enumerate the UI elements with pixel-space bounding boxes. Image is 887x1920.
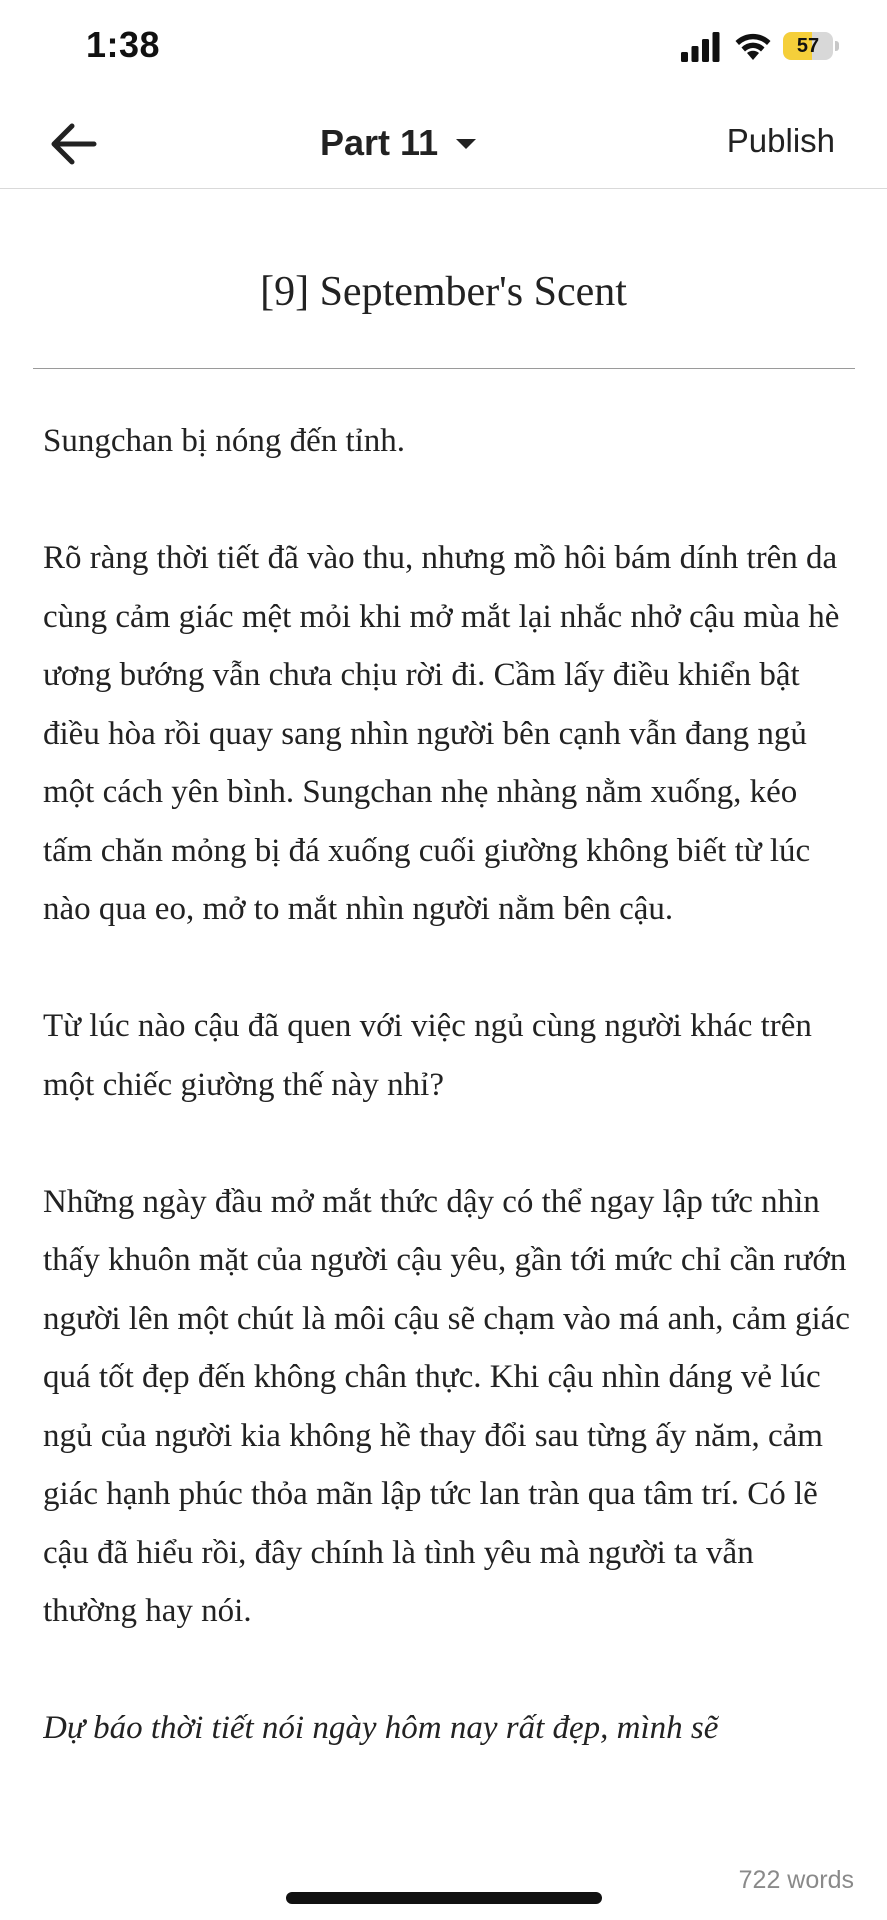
battery-indicator [783, 32, 839, 60]
back-arrow-icon[interactable] [46, 116, 106, 172]
word-count: 722 words [738, 1866, 854, 1894]
part-selector-dropdown[interactable] [320, 118, 476, 168]
editor-nav-bar [0, 100, 887, 189]
story-paragraph[interactable]: Những ngày đầu mở mắt thức dậy có thể ngay lập tức nhìn thấy khuôn mặt của người cậu yêu, gần tới mức chỉ cần rướn người lên một chút là môi cậu sẽ chạm vào má anh, cảm giác quá tốt đẹp đến không chân thực. Khi cậu nhìn dáng vẻ lúc ngủ của người kia không hề thay đổi sau từng ấy năm, cảm giác hạnh phúc thỏa mãn lập tức lan tràn qua tâm trí. Có lẽ cậu đã hiểu rồi, đây chính là tình yêu mà người ta vẫn thường hay nói. [43, 1183, 850, 1629]
chapter-title[interactable]: [9] September's Scent [260, 269, 627, 315]
story-paragraph[interactable]: Dự báo thời tiết nói ngày hôm nay rất đẹp, mình sẽ [43, 1710, 719, 1746]
status-bar [0, 0, 887, 100]
chevron-down-icon [456, 139, 476, 149]
publish-button[interactable]: Publish [726, 122, 835, 159]
story-paragraph[interactable]: Sungchan bị nóng đến tỉnh. [43, 423, 406, 459]
story-paragraph[interactable]: Từ lúc nào cậu đã quen với việc ngủ cùng người khác trên một chiếc giường thế này nhỉ? [43, 1008, 812, 1103]
status-time: 1:38 [86, 24, 161, 65]
story-text-editor[interactable] [43, 412, 853, 1846]
story-paragraph[interactable]: Rõ ràng thời tiết đã vào thu, nhưng mồ hôi bám dính trên da cùng cảm giác mệt mỏi khi mở mắt lại nhắc nhở cậu mùa hè ương bướng vẫn chưa chịu rời đi. Cầm lấy điều khiển bật điều hòa rồi quay sang nhìn người bên cạnh vẫn đang ngủ một cách yên bình. Sungchan nhẹ nhàng nằm xuống, kéo tấm chăn mỏng bị đá xuống cuối giường không biết từ lúc nào qua eo, mở to mắt nhìn người nằm bên cậu. [43, 540, 840, 927]
part-title: Part 11 [320, 122, 439, 163]
cellular-signal-icon [681, 32, 721, 62]
title-divider [33, 368, 855, 369]
home-indicator[interactable] [286, 1892, 602, 1904]
battery-level: 57 [796, 35, 820, 57]
wifi-icon [733, 30, 773, 62]
